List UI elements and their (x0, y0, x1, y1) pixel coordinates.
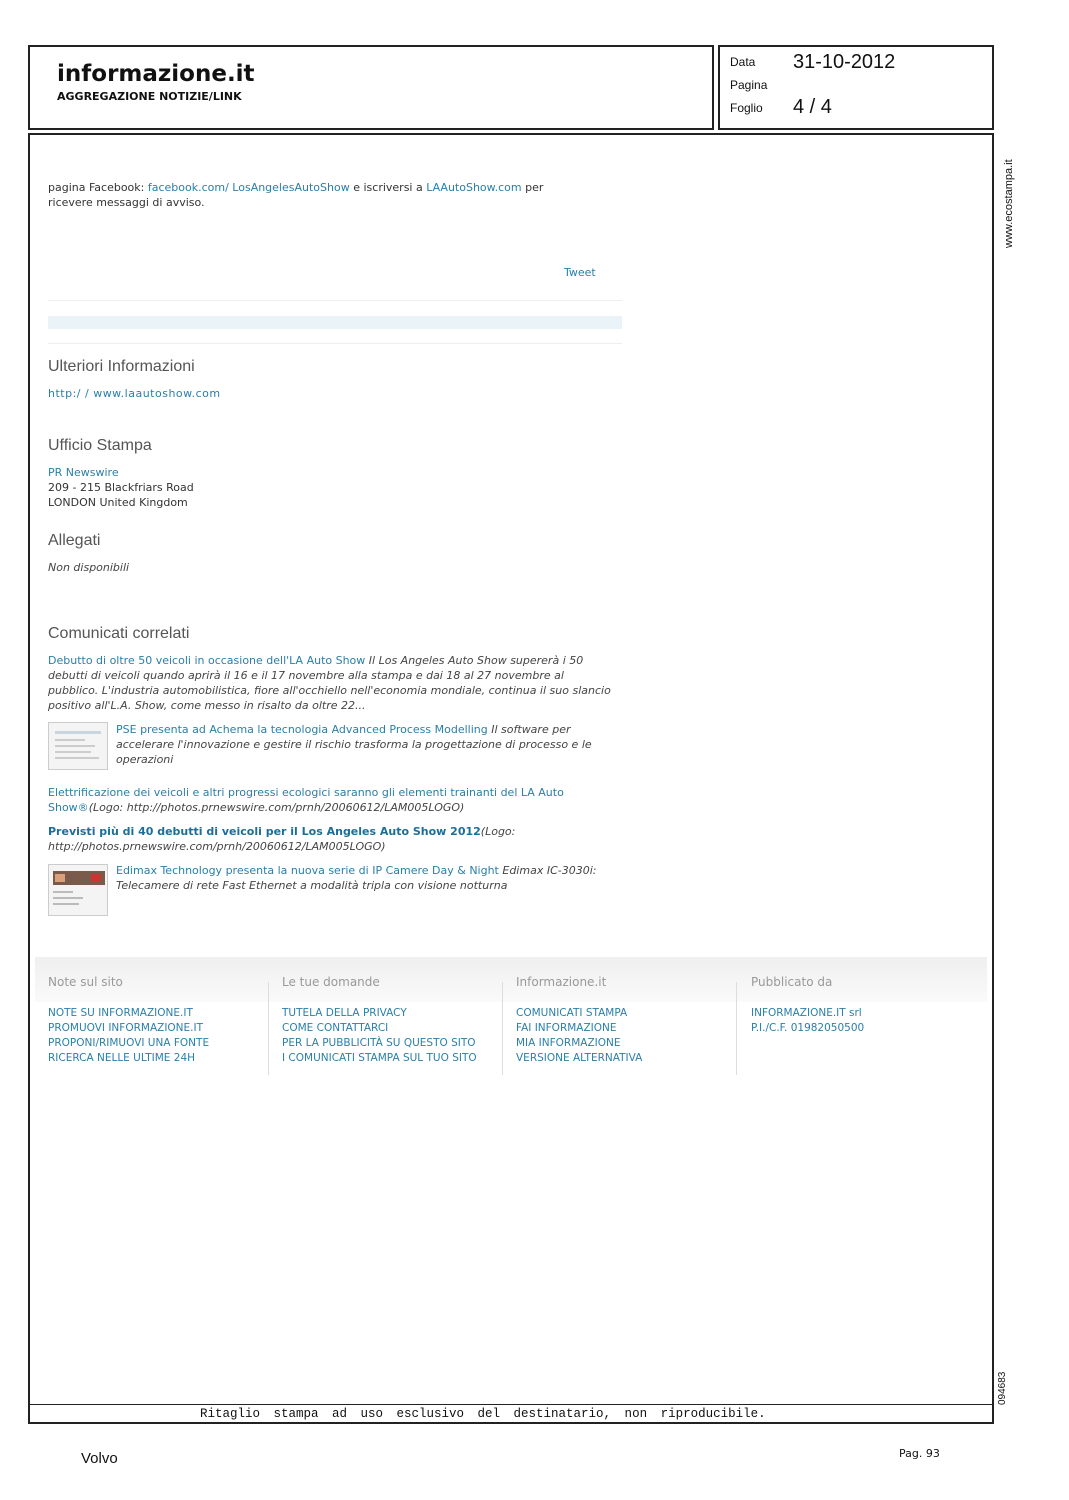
related-thumbnail[interactable] (48, 722, 108, 770)
intro-line2: ricevere messaggi di avviso. (48, 196, 205, 209)
press-contact (48, 465, 194, 510)
footer-column-informazione (516, 975, 738, 1066)
footer-link[interactable]: MIA INFORMAZIONE (516, 1037, 621, 1049)
header-meta-box (718, 45, 994, 130)
page-number: Pag. 93 (899, 1447, 940, 1460)
related-item (48, 785, 613, 815)
data-label: Data (730, 55, 756, 69)
footer-column-pubblicato (751, 975, 973, 1036)
divider (48, 300, 622, 301)
attachments-heading: Allegati (48, 532, 101, 549)
intro-mid: e iscriversi a (349, 181, 427, 194)
site-subtitle: AGGREGAZIONE NOTIZIE/LINK (57, 90, 242, 103)
related-item (116, 722, 616, 767)
footer-heading: Note sul sito (48, 975, 123, 989)
ecostampa-url: www.ecostampa.it (1003, 159, 1015, 248)
foglio-label: Foglio (730, 101, 763, 115)
footer-link[interactable]: TUTELA DELLA PRIVACY (282, 1007, 407, 1019)
footer-link[interactable]: PROPONI/RIMUOVI UNA FONTE (48, 1037, 210, 1049)
related-thumbnail[interactable] (48, 864, 108, 916)
related-item-desc: Il Los Angeles Auto Show supererà i 50 debutti di veicoli quando aprirà il 16 e il 17 novembre alla stampa e dai 18 al 27 novembre al pubblico. L'industria automobilistica, fiore all'occhiello nell'economia mondiale, continua il suo slancio positivo all'L.A. Show, come messo in risalto da oltre 22... (48, 654, 611, 712)
divider (48, 343, 622, 344)
foglio-value: 4 / 4 (793, 96, 832, 118)
laautoshow-link[interactable]: LAAutoShow.com (426, 181, 522, 194)
footer-heading: Informazione.it (516, 975, 607, 989)
brand-label: Volvo (81, 1450, 118, 1467)
intro-suffix: per (521, 181, 544, 194)
attachments-value: Non disponibili (48, 561, 130, 574)
related-heading: Comunicati correlati (48, 625, 190, 642)
footer-link[interactable]: PER LA PUBBLICITÀ SU QUESTO SITO (282, 1037, 476, 1049)
data-value: 31-10-2012 (793, 51, 896, 73)
clipping-notice: Ritaglio stampa ad uso esclusivo del destinatario, non riproducibile. (200, 1407, 766, 1421)
related-item-title[interactable]: Debutto di oltre 50 veicoli in occasione dell'LA Auto Show (48, 654, 366, 667)
intro-prefix: pagina Facebook: (48, 181, 148, 194)
footer-link[interactable]: FAI INFORMAZIONE (516, 1022, 617, 1034)
footer-link[interactable]: RICERCA NELLE ULTIME 24H (48, 1052, 196, 1064)
footer-separator (268, 982, 269, 1075)
footer-heading: Pubblicato da (751, 975, 833, 989)
footer-link[interactable]: I COMUNICATI STAMPA SUL TUO SITO (282, 1052, 477, 1064)
footer-separator (502, 982, 503, 1075)
tweet-button[interactable]: Tweet (564, 266, 596, 279)
footer-link[interactable]: PROMUOVI INFORMAZIONE.IT (48, 1022, 204, 1034)
press-address-line2: LONDON United Kingdom (48, 496, 188, 509)
related-item-desc: Il software per accelerare l'innovazione e gestire il rischio trasforma la progettazione di processo e le operazioni (116, 723, 592, 766)
footer-link[interactable]: NOTE SU INFORMAZIONE.IT (48, 1007, 193, 1019)
site-name: informazione.it (57, 61, 255, 87)
footer-link[interactable]: VERSIONE ALTERNATIVA (516, 1052, 643, 1064)
footer-link[interactable]: INFORMAZIONE.IT srl (751, 1007, 862, 1019)
related-item-title[interactable]: Edimax Technology presenta la nuova serie di IP Camere Day & Night (116, 864, 499, 877)
related-item (48, 653, 613, 713)
related-item (116, 863, 616, 893)
press-address-line1: 209 - 215 Blackfriars Road (48, 481, 194, 494)
related-item-title[interactable]: PSE presenta ad Achema la tecnologia Advanced Process Modelling (116, 723, 488, 736)
related-item-title[interactable]: Elettrificazione dei veicoli e altri progressi ecologici saranno gli elementi trainanti del LA Auto Show® (48, 786, 564, 814)
related-item-desc: Edimax IC-3030i: Telecamere di rete Fast Ethernet a modalità tripla con visione notturna (116, 864, 597, 892)
share-bar (48, 316, 622, 329)
facebook-link[interactable]: facebook.com/ LosAngelesAutoShow (147, 181, 350, 194)
press-heading: Ufficio Stampa (48, 437, 152, 454)
header-title-box (28, 45, 714, 130)
related-item-title[interactable]: Previsti più di 40 debutti di veicoli per il Los Angeles Auto Show 2012 (48, 825, 481, 838)
article-intro (48, 180, 628, 210)
info-heading: Ulteriori Informazioni (48, 358, 195, 375)
footer-column-domande (282, 975, 504, 1066)
related-item-desc: (Logo: http://photos.prnewswire.com/prnh/20060612/LAM005LOGO) (48, 825, 516, 853)
related-item-desc: (Logo: http://photos.prnewswire.com/prnh/20060612/LAM005LOGO) (88, 801, 465, 814)
pagina-label: Pagina (730, 78, 768, 92)
footer-column-note (48, 975, 270, 1066)
footer-link[interactable]: P.I./C.F. 01982050500 (751, 1022, 865, 1034)
related-item (48, 824, 613, 854)
document-code: 094683 (997, 1371, 1008, 1405)
footer-heading: Le tue domande (282, 975, 380, 989)
footer-link[interactable]: COME CONTATTARCI (282, 1022, 389, 1034)
footer-separator (736, 982, 737, 1075)
footer-link[interactable]: COMUNICATI STAMPA (516, 1007, 628, 1019)
clipping-divider (30, 1404, 992, 1405)
info-link[interactable]: http:/ / www.laautoshow.com (48, 387, 221, 400)
press-name-link[interactable]: PR Newswire (48, 466, 119, 479)
